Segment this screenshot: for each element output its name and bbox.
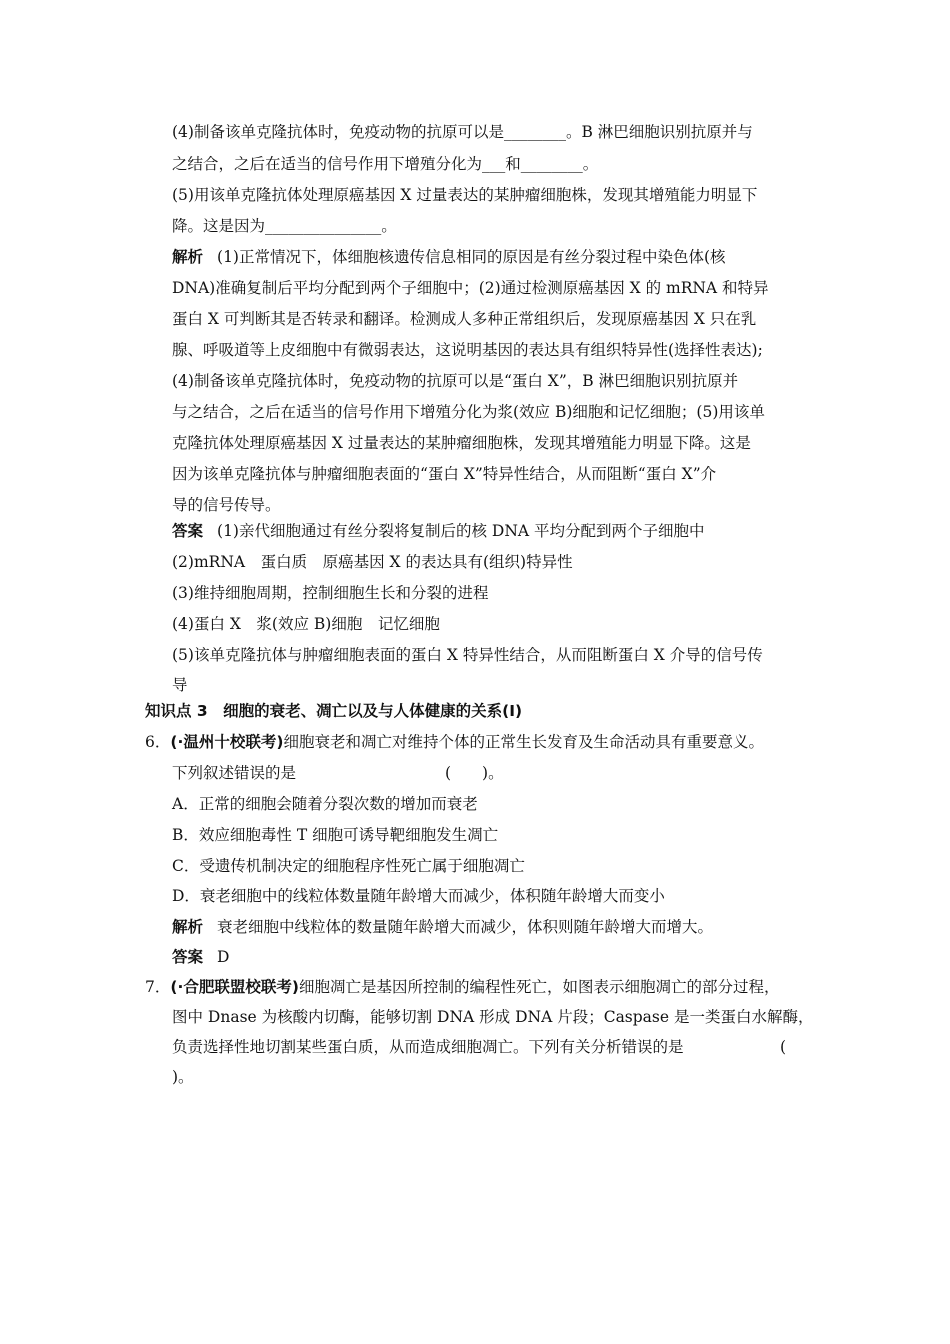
q5-line-4b: 之结合，之后在适当的信号作用下增殖分化为___和________。	[172, 155, 599, 173]
answer-line: (4)蛋白 X 浆(效应 B)细胞 记忆细胞	[172, 615, 440, 633]
q7-answer-blank-close: )。	[172, 1068, 194, 1086]
answer-line: 导	[172, 676, 188, 694]
q7-answer-blank-open: (	[780, 1038, 787, 1056]
q7-stem-line2: 图中 Dnase 为核酸内切酶，能够切割 DNA 形成 DNA 片段；Caspase 是一类蛋白水解酶，	[172, 1008, 814, 1026]
q6-option-d: D．衰老细胞中的线粒体数量随年龄增大而减少，体积随年龄增大而变小	[172, 887, 665, 905]
q6-stem	[145, 727, 764, 758]
q5-line-4: (4)制备该单克隆抗体时，免疫动物的抗原可以是________。B 淋巴细胞识别抗原并与	[172, 123, 753, 141]
q6-source: (·温州十校联考)	[170, 733, 284, 751]
analysis-line: 导的信号传导。	[172, 496, 281, 514]
analysis-line: 腺、呼吸道等上皮细胞中有微弱表达，这说明基因的表达具有组织特异性(选择性表达);	[172, 341, 763, 359]
q6-answer-text: D	[217, 948, 230, 966]
answer-line: (2)mRNA 蛋白质 原癌基因 X 的表达具有(组织)特异性	[172, 553, 573, 571]
q7-source: (·合肥联盟校联考)	[170, 978, 299, 996]
answer-line	[172, 516, 705, 547]
q6-answer-blank: ( )。	[445, 764, 504, 782]
q7-stem-line3: 负责选择性地切割某些蛋白质，从而造成细胞凋亡。下列有关分析错误的是	[172, 1038, 684, 1056]
answer-label: 答案	[172, 522, 204, 540]
analysis-label: 解析	[172, 918, 204, 936]
q6-number: 6．	[145, 733, 171, 751]
q7-stem	[145, 972, 779, 1003]
analysis-label: 解析	[172, 248, 204, 266]
q6-stem-text: 细胞衰老和凋亡对维持个体的正常生长发育及生命活动具有重要意义。	[283, 733, 764, 751]
analysis-line: 克隆抗体处理原癌基因 X 过量表达的某肿瘤细胞株，发现其增殖能力明显下降。这是	[172, 434, 751, 452]
q6-option-a: A．正常的细胞会随着分裂次数的增加而衰老	[172, 795, 478, 813]
analysis-line: (4)制备该单克隆抗体时，免疫动物的抗原可以是“蛋白 X”，B 淋巴细胞识别抗原并	[172, 372, 739, 390]
q7-number: 7．	[145, 978, 171, 996]
answer-text: (1)亲代细胞通过有丝分裂将复制后的核 DNA 平均分配到两个子细胞中	[217, 522, 705, 540]
analysis-line: 因为该单克隆抗体与肿瘤细胞表面的“蛋白 X”特异性结合，从而阻断“蛋白 X”介	[172, 465, 717, 483]
q5-line-5b: 降。这是因为_______________。	[172, 217, 397, 235]
q7-stem-text: 细胞凋亡是基因所控制的编程性死亡，如图表示细胞凋亡的部分过程，	[298, 978, 780, 996]
q5-line-5: (5)用该单克隆抗体处理原癌基因 X 过量表达的某肿瘤细胞株，发现其增殖能力明显下	[172, 186, 758, 204]
q6-option-b: B．效应细胞毒性 T 细胞可诱导靶细胞发生凋亡	[172, 826, 499, 844]
q6-answer	[172, 942, 229, 973]
answer-line: (5)该单克隆抗体与肿瘤细胞表面的蛋白 X 特异性结合，从而阻断蛋白 X 介导的信号传	[172, 646, 763, 664]
answer-label: 答案	[172, 948, 204, 966]
analysis-paragraph-line	[172, 242, 812, 273]
analysis-line: DNA)准确复制后平均分配到两个子细胞中；(2)通过检测原癌基因 X 的 mRNA 和特异	[172, 279, 769, 297]
q6-option-c: C．受遗传机制决定的细胞程序性死亡属于细胞凋亡	[172, 857, 525, 875]
q6-stem-line2: 下列叙述错误的是	[172, 764, 297, 782]
analysis-line: 与之结合，之后在适当的信号作用下增殖分化为浆(效应 B)细胞和记忆细胞；(5)用该单	[172, 403, 765, 421]
analysis-line: 蛋白 X 可判断其是否转录和翻译。检测成人多种正常组织后，发现原癌基因 X 只在乳	[172, 310, 757, 328]
q6-analysis	[172, 912, 713, 943]
section-heading: 知识点 3 细胞的衰老、凋亡以及与人体健康的关系(Ⅰ)	[145, 702, 523, 720]
q6-analysis-text: 衰老细胞中线粒体的数量随年龄增大而减少，体积则随年龄增大而增大。	[217, 918, 714, 936]
answer-line: (3)维持细胞周期，控制细胞生长和分裂的进程	[172, 584, 489, 602]
analysis-text: (1)正常情况下，体细胞核遗传信息相同的原因是有丝分裂过程中染色体(核	[217, 248, 726, 266]
